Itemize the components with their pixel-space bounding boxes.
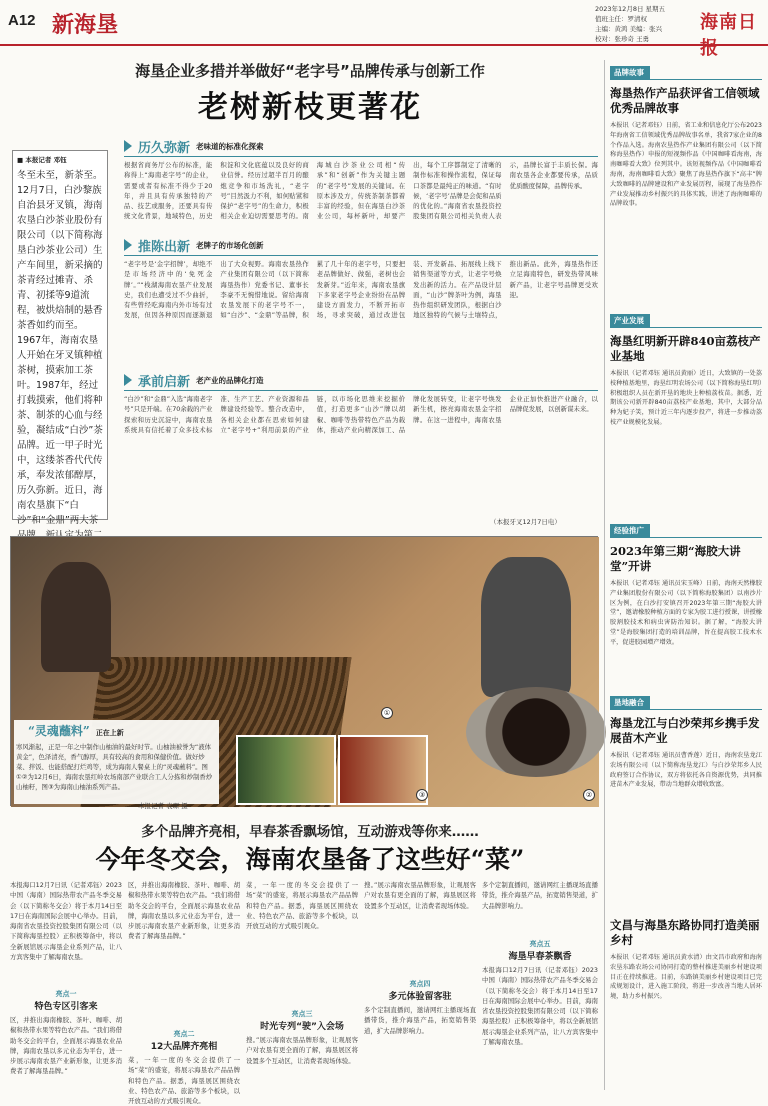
section-name: 新海垦: [52, 12, 119, 38]
right-body: 本报讯（记者邓钰 通讯员黄丽）近日，大致镇的一处荔枝种植基地里，海垦红明农场公司（以下简称海垦红明）积极组织人员在新开垦的地块上种植荔枝苗。据悉，近期该公司新开辟840亩荔枝产业基地，其中，大部分品种为妃子笑，预计近三年内逐步投产，将进一步推动荔枝产业规模化发展。: [610, 370, 762, 426]
sub-heading-text: 时光专列“驶”入会场: [260, 1022, 344, 1032]
second-col-1: 本报海口12月7日讯（记者邓钰）2023中国（海南）国际热带农产品冬季交易会（以下简称冬交会）将于本月14日至17日在海南国际会展中心举办。目前，海南省农垦投资控股集团有限公司（以下简称海垦控股）正积极筹备中，将以全新展馆展示海垦企业系列产品，让八方宾客集中了解海南农垦。: [10, 881, 122, 962]
second-col-5b: 本报海口12月7日讯（记者邓钰）2023中国（海南）国际热带农产品冬季交易会（以下简称冬交会）将于本月14日至17日在海南国际会展中心举办。目前，海南省农垦投资控股集团有限公司（以下简称海垦控股）正积极筹备中，将以全新展馆展示海垦企业系列产品，让八方宾客集中了解海南农垦。: [482, 966, 598, 1047]
right-tag: 产业发展: [610, 314, 650, 327]
sub-heading-text: 12大品牌齐亮相: [150, 1042, 218, 1052]
sub-heading-num: 亮点二: [173, 1030, 195, 1038]
masthead: [0, 0, 768, 59]
right-tag: 经验推广: [610, 524, 650, 537]
section-title: 承前启新: [138, 374, 191, 390]
sub-heading-2: [128, 1025, 240, 1056]
section-banner-1: [124, 137, 264, 155]
photo-credit: 本报记者 袁琛 摄: [138, 802, 188, 810]
page-number: A12: [8, 12, 36, 29]
second-headline: 今年冬交会，海南农垦备了这些好“菜”: [95, 845, 525, 874]
second-col-2b: 菜，一年一度的冬交会提供了一场“菜”的盛宴，将展示海垦农产品品牌和特色产品。据悉，海垦展区围绕农业、特色农产品、旅游等多个板块，以开放互动的方式吸引观众。: [128, 1056, 240, 1106]
photo-worker: [41, 562, 111, 672]
photo-number-badge: ③: [416, 789, 428, 801]
right-item-4: [610, 690, 762, 926]
photo-number-badge: ②: [583, 789, 595, 801]
right-title: 2023年第三期“海胶大讲堂”开讲: [610, 544, 741, 573]
sub-heading-text: 海垦早春茶飘香: [508, 952, 572, 962]
section-banner-3: [124, 371, 264, 389]
lead-intro-text: 冬至未至，新茶至。12月7日，白沙黎族自治县牙叉镇，海南农垦白沙茶业股份有限公司（以下简称海垦白沙茶业公司）生产车间里，新采摘的茶青经过摊青、杀青、初揉等9道流程，被烘焙制的悬香茶香如约而至。1967年，海南农垦人开始在牙叉镇种植茶树，摸索加工茶叶。1987年，经过打载摸索，他们将种茶、制茶的心血与经验，凝结成“白沙”茶品牌。近一甲子时光中，这缕茶香代代传承，奉发浓郁醇厚，历久弥新。近日，海南农垦旗下“白沙”和“金鼎”两大茶: [17, 170, 103, 526]
second-col-3b: 搜。”展示海南农垦品牌形象，让观展客户对农垦有更全面的了解，海垦展区将设置多个互动区，让消费者现场体验。: [246, 1036, 358, 1065]
arrow-icon: [124, 239, 132, 251]
section-body-1: 根据省商务厅公布的标准，能称得上“海南老字号”的企业，需要或者有标准不得少于20年，并且具有传承独特的产品、技艺或服务，还要具有传统文化背景，地域特色，历史积淀和文化底蕴以及良好的商业信誉。经历过超半百月的酿炮竞争和市场洗礼，“老字号”目然汲力不利，如何贴紧和保护“老字号”的生命力，积极相关企业迫切需要思考的。南海城白沙茶业公司相“传承”和“创新”作为关键主题的“老字号”发展的关键词。在原本涉及方，传统茶制茶都着丰富的经验，但在海垦白沙茶业公司，每杯新叶，却要产出，每个工序都制定了清晰的制作标准和操作流程，保证每口茶都是最纯正的味道。“有时候，‘老字号’品牌是会促和品质的优化的。”海南省农垦投资控股集团有限公司相关负责人表示，品牌长富于丰质长保。海南农垦各企业都要传承，品质优质酸度保障，品牌传承。: [124, 161, 598, 221]
photo-wok: [466, 687, 606, 777]
right-tag-rule: [610, 537, 762, 538]
second-col-4b: 多个定制直播间，邀请网红主播现场直播带货，推介海垦产品，拓宽销售渠道，扩大品牌影响力。: [364, 1006, 476, 1035]
sub-heading-text: 特色专区引客来: [34, 1002, 98, 1012]
right-body: 本报讯（记者邓钰 通讯员宋玉峰）日前，海南天然橡胶产业集团股份有限公司（以下简称海胶集团）以南沙片区为例，在白沙打安镇召开2023年第三期“海胶大讲堂”，邀请橡胶种植方面的专家为胶工进行授课，讲授橡胶割胶技术和病虫害防治知识。据了解，“海胶大讲堂”是海胶集团打造的培训品牌，旨在提高胶工技术水平，促进胶园增产增效。: [610, 580, 762, 646]
second-col-3: 菜，一年一度的冬交会提供了一场“菜”的盛宴，将展示海垦农产品品牌和特色产品。据悉，海垦展区围绕农业、特色农产品、旅游等多个板块，以开放互动的方式吸引观众。: [246, 881, 358, 931]
lead-intro-column: [12, 150, 108, 530]
sub-heading-1: [10, 985, 122, 1016]
sub-heading-text: 多元体验留客驻: [388, 992, 452, 1002]
editor-line: 值班主任：罗清权: [595, 15, 647, 23]
section-rule: [124, 390, 598, 391]
sub-heading-5: [482, 935, 598, 966]
caption-text: 寒风渐起，正是一年之中制作山柚油的最好时节。山柚油被誉为“液体黄金”，色泽清亮，香气醇厚，具有较高的食用和保健价值。做好炒菜、拌饭、也能搭配打烂鸡等，成为海南人餐桌上的“灵魂蘸料”。图①②为12月6日，海南农垦红岭农场南部产业联合工人分拣和炒制香炒山柚籽，图③为海南山柚油系列产品。: [16, 743, 213, 791]
right-title: 海垦热作产品获评省工信领域优秀品牌故事: [610, 86, 760, 115]
lead-kicker: 海垦企业多措并举做好“老字号”品牌传承与创新工作: [135, 62, 485, 80]
masthead-info: [595, 4, 700, 44]
photo-worker: [481, 557, 571, 697]
lead-intro-box: [12, 150, 108, 526]
right-item-5: [610, 918, 762, 1088]
dateline: （本报牙叉12月7日电）: [490, 518, 561, 526]
arrow-icon: [124, 140, 132, 152]
second-kicker: 多个品牌齐亮相，早春茶香飘场馆，互动游戏等你来……: [141, 824, 479, 840]
sub-heading-num: 亮点五: [529, 940, 551, 948]
section-title: 推陈出新: [138, 239, 191, 255]
sub-heading-3: [246, 1005, 358, 1036]
section-banner-2: [124, 236, 264, 254]
section-subtitle: 老味道的标准化探索: [196, 141, 264, 151]
issue-date: 2023年12月8日 星期五: [595, 5, 666, 13]
right-title: 海垦红明新开辟840亩荔枝产业基地: [610, 334, 761, 363]
right-body: 本报讯（记者邓钰）日前，省工业和信息化厅公布2023年海南省工信领域优秀品牌故事名单，我省7家企业的8个作品入选。海南农垦热作产业集团有限公司（以下简称海垦热作）申报的短视频作品《中国咖啡看海南，海南咖啡看大致》位列其中。该短视频作品《中国咖啡看海南，海南咖啡看大致》聚焦了海垦热作旗下“高丰”牌大致咖啡的品牌建设和产业发展历程，展现了海垦热作产业发展推动乡村振兴的具体实践，讲述了海南咖啡的品牌故事。: [610, 122, 762, 208]
right-body: 本报讯（记者邓钰 通讯员曹香莲）近日，海南农垦龙江农场有限公司（以下简称海垦龙江）与白沙荣邦乡人民政府签订合作协议，双方将依托各自资源优势，共同推进苗木产业发展，带动当地群众增收致富。: [610, 752, 762, 789]
caption-subtitle: 正在上新: [95, 728, 124, 737]
editor-line: 主编：黄鸿 美编：张兴: [595, 25, 663, 33]
sub-heading-num: 亮点一: [55, 990, 77, 998]
section-body-2: “老字号是‘金字招牌’，却绝不是市场经济中的‘免死金牌’。”“栈湖海南农垦产业发展史，我们也遭受过不少曲折，有些曾经吃海南内外市场有过发展，但因各种原因而逐渐退出了大众视野。海南农垦热作产业集团有限公司（以下简称海垦热作）党委书记、董事长李豪不无惋惜地说。留给海南农垦发展下的老字号不一，如“白沙”、“金鼎”等品牌，积累了几十年的老字号，只要把老品牌做好、做强，老树也会发新芽。”近年来，海南农垦旗下多家老字号企业纷纷在品牌建设方面发力，不断开拓市场，寻求突破，通过改进包装、开发新品、拓展线上线下销售渠道等方式，让老字号焕发出新的活力。在产品设计层面，“山沙”牌茶叶为例，海垦热作组织研发团队，根据白沙地区独特的气候与土壤特点，推出新品。此外，海垦热作还立足海南特色，研发热带风味新产品，让老字号品牌更受欢迎。: [124, 260, 598, 320]
right-item-3: [610, 518, 762, 703]
photo-caption: [14, 720, 219, 804]
section-rule: [124, 255, 598, 256]
reporter-byline: ■ 本报记者 邓钰: [17, 156, 67, 164]
right-item-1: [610, 60, 762, 279]
editor-line: 校对：张珍奇 王勇: [595, 35, 650, 43]
right-item-2: [610, 308, 762, 527]
lead-headline: 老树新枝更著花: [198, 90, 422, 125]
right-body: 本报讯（记者邓钰 通讯员黄水清）由文昌市政府和海南农垦东路农场公司协同打造的整村推进美丽乡村建设项目正在持续推进。目前，东路镇美丽乡村建设项目已完成规划设计，进入施工阶段，将进一步改善当地人居环境，助力乡村振兴。: [610, 954, 762, 1001]
sub-heading-num: 亮点三: [291, 1010, 313, 1018]
right-tag-rule: [610, 709, 762, 710]
sub-heading-num: 亮点四: [409, 980, 431, 988]
newspaper-logo: 海南日报: [700, 12, 757, 59]
photo-inset-products: [338, 735, 428, 805]
second-col-2: 区，并推出海南橡胶、茶叶、咖啡、胡椒和热带水果等特色农产品。“我们将借助冬交会的平台，全面展示海垦农业品牌，海南农垦以多元业态为平台，进一步展示海南农垦产业新形象，让更多消费者了解海垦品牌。”: [128, 881, 240, 941]
caption-title-text: “灵魂蘸料”: [28, 724, 90, 738]
second-col-5: 多个定制直播间，邀请网红主播现场直播带货，推介海垦产品，拓宽销售渠道，扩大品牌影响力。: [482, 881, 598, 910]
photo-inset-products: [236, 735, 336, 805]
right-tag-rule: [610, 327, 762, 328]
sub-heading-4: [364, 975, 476, 1006]
section-rule: [124, 156, 598, 157]
right-title: 海垦龙江与白沙荣邦乡携手发展苗木产业: [610, 716, 760, 745]
right-tag: 垦地融合: [610, 696, 650, 709]
second-col-1b: 区，并推出海南橡胶、茶叶、咖啡、胡椒和热带水果等特色农产品。“我们将借助冬交会的平台，全面展示海垦农业品牌，海南农垦以多元业态为平台，进一步展示海南农垦产业新形象，让更多消费者了解海垦品牌。”: [10, 1016, 122, 1076]
right-tag-rule: [610, 79, 762, 80]
section-subtitle: 老产业的品牌化打造: [196, 375, 264, 385]
section-title: 历久弥新: [138, 140, 191, 156]
section-body-3: “白沙”和“金鼎”入选“海南老字号”只是开端。在70余载的产业探索和历史沉淀中，海南农垦系统具有信托着了众多技术标准、生产工艺、产业资源和品牌建设经验等。整合改造中，各相关企业都在思索如何建立“老字号+”利用前景的产业链，以市场化思维来挖掘价值，打造更多“山沙”牌以胡椒、咖啡等热带特色产品为载体，推动产业向精深加工、品牌化发展转变，让老字号焕发新生机，擦亮海南农垦金字招牌。在这一进程中，海南农垦企业正加快推进产业融合，以品牌促发展，以创新谋未来。: [124, 395, 598, 434]
caption-title: [28, 722, 219, 739]
column-divider: [604, 60, 605, 1090]
photo-number-badge: ①: [381, 707, 393, 719]
second-col-4: 搜。”展示海南农垦品牌形象，让观展客户对农垦有更全面的了解，海垦展区将设置多个互动区，让消费者现场体验。: [364, 881, 476, 910]
section-subtitle: 老牌子的市场化创新: [196, 240, 264, 250]
arrow-icon: [124, 374, 132, 386]
right-tag: 品牌故事: [610, 66, 650, 79]
right-title: 文昌与海垦东路协同打造美丽乡村: [610, 918, 760, 947]
